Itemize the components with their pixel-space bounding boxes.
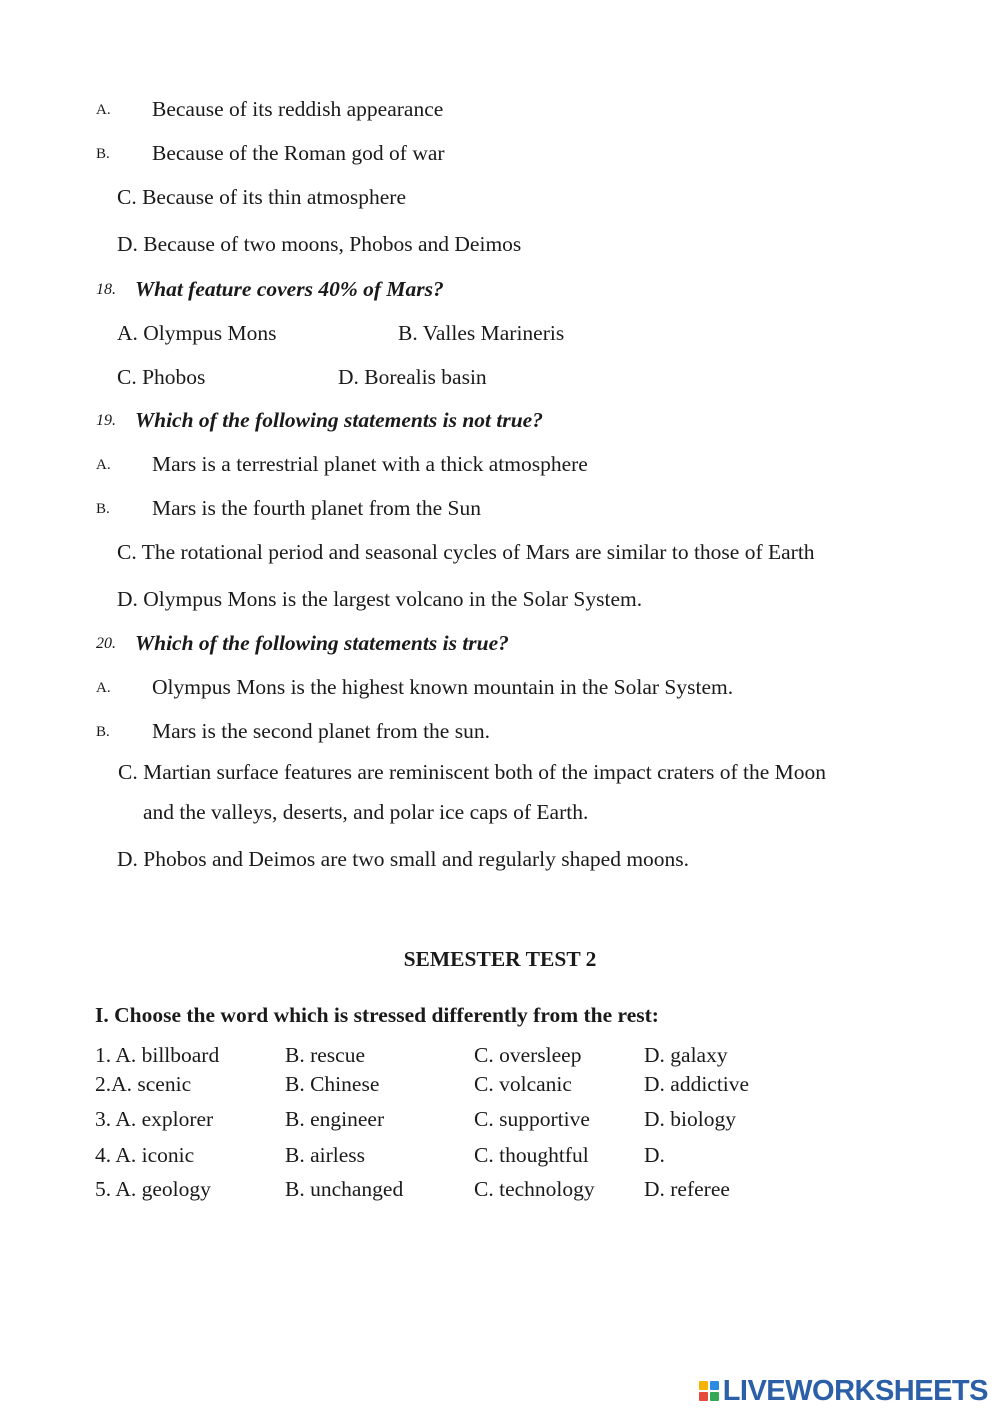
table-cell: C. oversleep — [474, 1043, 582, 1067]
q19-option-c: C. The rotational period and seasonal cycles of Mars are similar to those of Earth — [117, 540, 815, 564]
q20-number: 20. — [96, 635, 116, 652]
q20-option-c-line1: C. Martian surface features are reminiscent both of the impact craters of the Moon — [118, 760, 827, 784]
q19-option-d: D. Olympus Mons is the largest volcano in the Solar System. — [117, 587, 643, 611]
table-cell: 2.A. scenic — [95, 1072, 192, 1096]
table-cell: B. engineer — [285, 1107, 385, 1131]
q19-option-a-letter: A. — [96, 457, 111, 473]
q18-number: 18. — [96, 281, 116, 298]
q20-option-a: Olympus Mons is the highest known mountain in the Solar System. — [152, 675, 734, 699]
section-title: I. Choose the word which is stressed differently from the rest: — [95, 1003, 659, 1027]
table-cell: C. volcanic — [474, 1072, 572, 1096]
table-cell: B. unchanged — [285, 1177, 404, 1201]
q20-option-a-letter: A. — [96, 680, 111, 696]
table-cell: B. Chinese — [285, 1072, 380, 1096]
table-cell: 3. A. explorer — [95, 1107, 214, 1131]
q19-question: Which of the following statements is not true? — [135, 408, 543, 432]
q18-option-c: C. Phobos — [117, 365, 206, 389]
q20-option-d: D. Phobos and Deimos are two small and regularly shaped moons. — [117, 847, 690, 871]
table-cell: C. thoughtful — [474, 1143, 589, 1167]
q19-number: 19. — [96, 412, 116, 429]
q17-option-c: C. Because of its thin atmosphere — [117, 185, 406, 209]
q19-option-a: Mars is a terrestrial planet with a thick atmosphere — [152, 452, 588, 476]
logo-text: LIVEWORKSHEETS — [722, 1374, 988, 1407]
table-cell: D. addictive — [644, 1072, 750, 1096]
q18-option-d: D. Borealis basin — [338, 365, 487, 389]
q20-option-c-line2: and the valleys, deserts, and polar ice caps of Earth. — [143, 800, 589, 824]
table-cell: C. technology — [474, 1177, 595, 1201]
table-cell: 5. A. geology — [95, 1177, 211, 1201]
table-cell: D. biology — [644, 1107, 736, 1131]
table-cell: B. rescue — [285, 1043, 365, 1067]
test-title: SEMESTER TEST 2 — [403, 947, 597, 971]
q19-option-b: Mars is the fourth planet from the Sun — [152, 496, 482, 520]
q18-option-b: B. Valles Marineris — [398, 321, 565, 345]
q19-option-b-letter: B. — [96, 501, 110, 517]
q20-option-b: Mars is the second planet from the sun. — [152, 719, 490, 743]
q17-option-d: D. Because of two moons, Phobos and Deimos — [117, 232, 522, 256]
table-cell: D. — [644, 1143, 665, 1167]
q20-option-b-letter: B. — [96, 724, 110, 740]
table-cell: B. airless — [285, 1143, 366, 1167]
table-cell: C. supportive — [474, 1107, 590, 1131]
table-cell: 1. A. billboard — [95, 1043, 220, 1067]
q17-option-b: Because of the Roman god of war — [152, 141, 445, 165]
logo-mark-icon — [699, 1381, 719, 1401]
q17-option-a: Because of its reddish appearance — [152, 97, 444, 121]
liveworksheets-logo — [699, 1374, 988, 1408]
q20-question: Which of the following statements is true? — [135, 631, 509, 655]
q17-option-b-letter: B. — [96, 146, 110, 162]
q18-option-a: A. Olympus Mons — [117, 321, 277, 345]
q17-option-a-letter: A. — [96, 102, 111, 118]
table-cell: D. referee — [644, 1177, 730, 1201]
table-cell: D. galaxy — [644, 1043, 728, 1067]
table-cell: 4. A. iconic — [95, 1143, 195, 1167]
q18-question: What feature covers 40% of Mars? — [135, 277, 444, 301]
